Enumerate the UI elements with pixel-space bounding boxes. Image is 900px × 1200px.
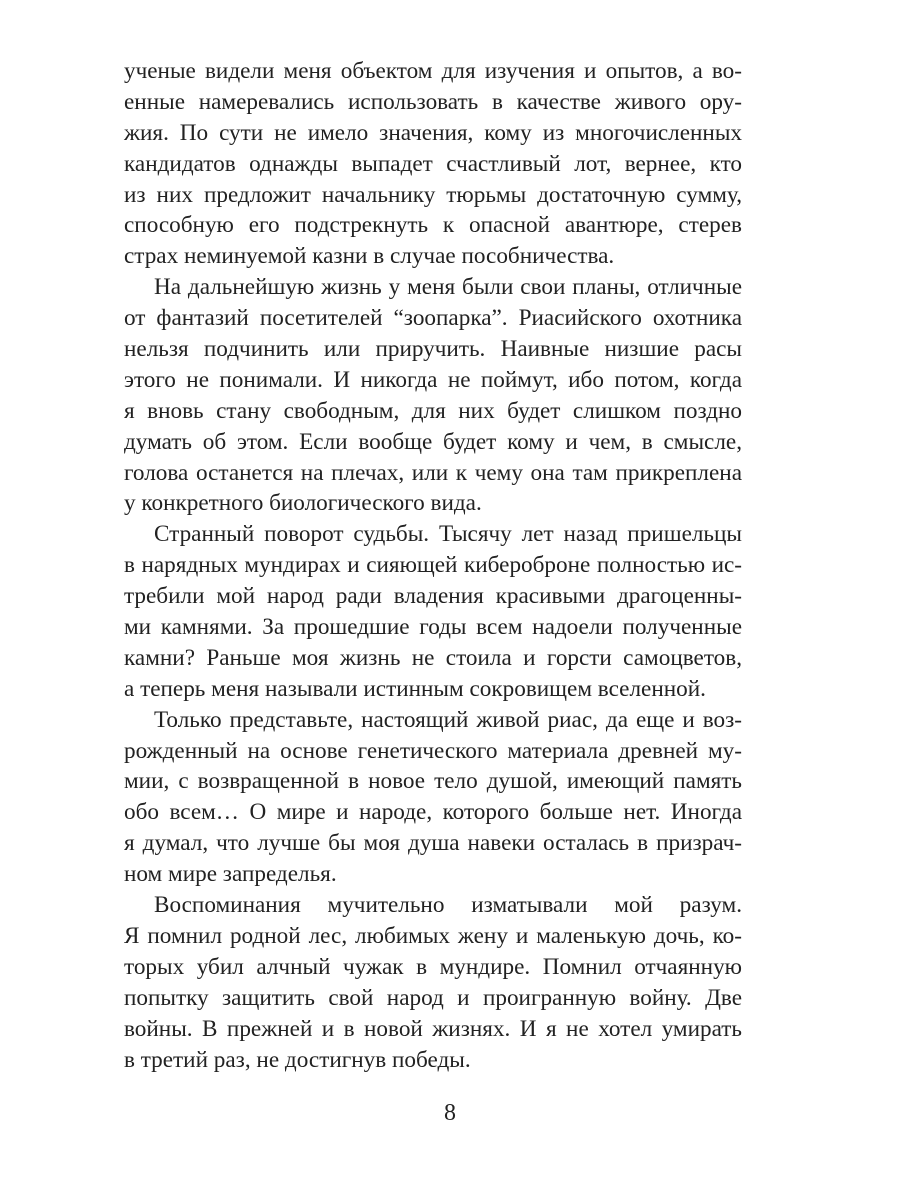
text-line: жия. По сути не имело значения, кому из многочисленных [124,119,742,146]
text-line: Воспоминания мучительно изматывали мой разум. [154,892,742,919]
text-line: ми камнями. За прошедшие годы всем надоели полученные [124,614,742,641]
text-line: в нарядных мундирах и сияющей кибероброне полностью ис- [124,552,742,579]
text-line: этого не понимали. И никогда не поймут, ибо потом, когда [124,366,742,393]
text-line: ном мире запределья. [124,861,337,888]
text-line: способную его подстрекнуть к опасной авантюре, стерев [124,212,742,239]
paragraph [124,272,742,519]
text-line: думать об этом. Если вообще будет кому и чем, в смысле, [124,428,742,455]
text-line: мии, с возвращенной в новое тело душой, имеющий память [124,768,742,795]
text-line: ученые видели меня объектом для изучения и опытов, а во- [124,58,742,84]
page-number: 8 [444,1100,456,1126]
text-line: я думал, что лучше бы моя душа навеки осталась в призрач- [124,830,742,857]
text-line: а теперь меня называли истинным сокровищем вселенной. [124,675,706,702]
text-line: Странный поворот судьбы. Тысячу лет назад пришельцы [154,521,742,548]
text-line: войны. В прежней и в новой жизнях. И я не хотел умирать [124,1015,742,1042]
text-line: нельзя подчинить или приручить. Наивные низшие расы [124,336,742,363]
text-line: Только представьте, настоящий живой риас, да еще и воз- [154,706,742,733]
text-line: от фантазий посетителей “зоопарка”. Риасийского охотника [124,305,742,332]
text-line: из них предложит начальнику тюрьмы достаточную сумму, [124,181,742,208]
text-line: енные намеревались использовать в качестве живого ору- [124,88,742,115]
paragraph [124,56,742,272]
paragraph [124,705,742,890]
text-line: страх неминуемой казни в случае пособничества. [124,243,615,270]
text-line: в третий раз, не достигнув победы. [124,1046,471,1073]
body-text [124,56,742,1075]
text-line: я вновь стану свободным, для них будет слишком поздно [124,397,742,424]
text-line: у конкретного биологического вида. [124,490,482,517]
paragraph [124,890,742,1075]
text-line: рожденный на основе генетического материала древней му- [124,737,742,764]
text-line: торых убил алчный чужак в мундире. Помнил отчаянную [124,953,742,980]
text-line: кандидатов однажды выпадет счастливый лот, вернее, кто [124,150,742,177]
text-line: На дальнейшую жизнь у меня были свои планы, отличные [154,274,742,301]
paragraph [124,519,742,704]
text-line: требили мой народ ради владения красивыми драгоценны- [124,583,742,610]
text-line: камни? Раньше моя жизнь не стоила и горсти самоцветов, [124,644,742,671]
text-line: попытку защитить свой народ и проигранную войну. Две [124,984,742,1011]
text-line: обо всем… О мире и народе, которого больше нет. Иногда [124,799,742,826]
text-line: Я помнил родной лес, любимых жену и маленькую дочь, ко- [124,922,742,949]
text-line: голова останется на плечах, или к чему она там прикреплена [124,459,742,486]
